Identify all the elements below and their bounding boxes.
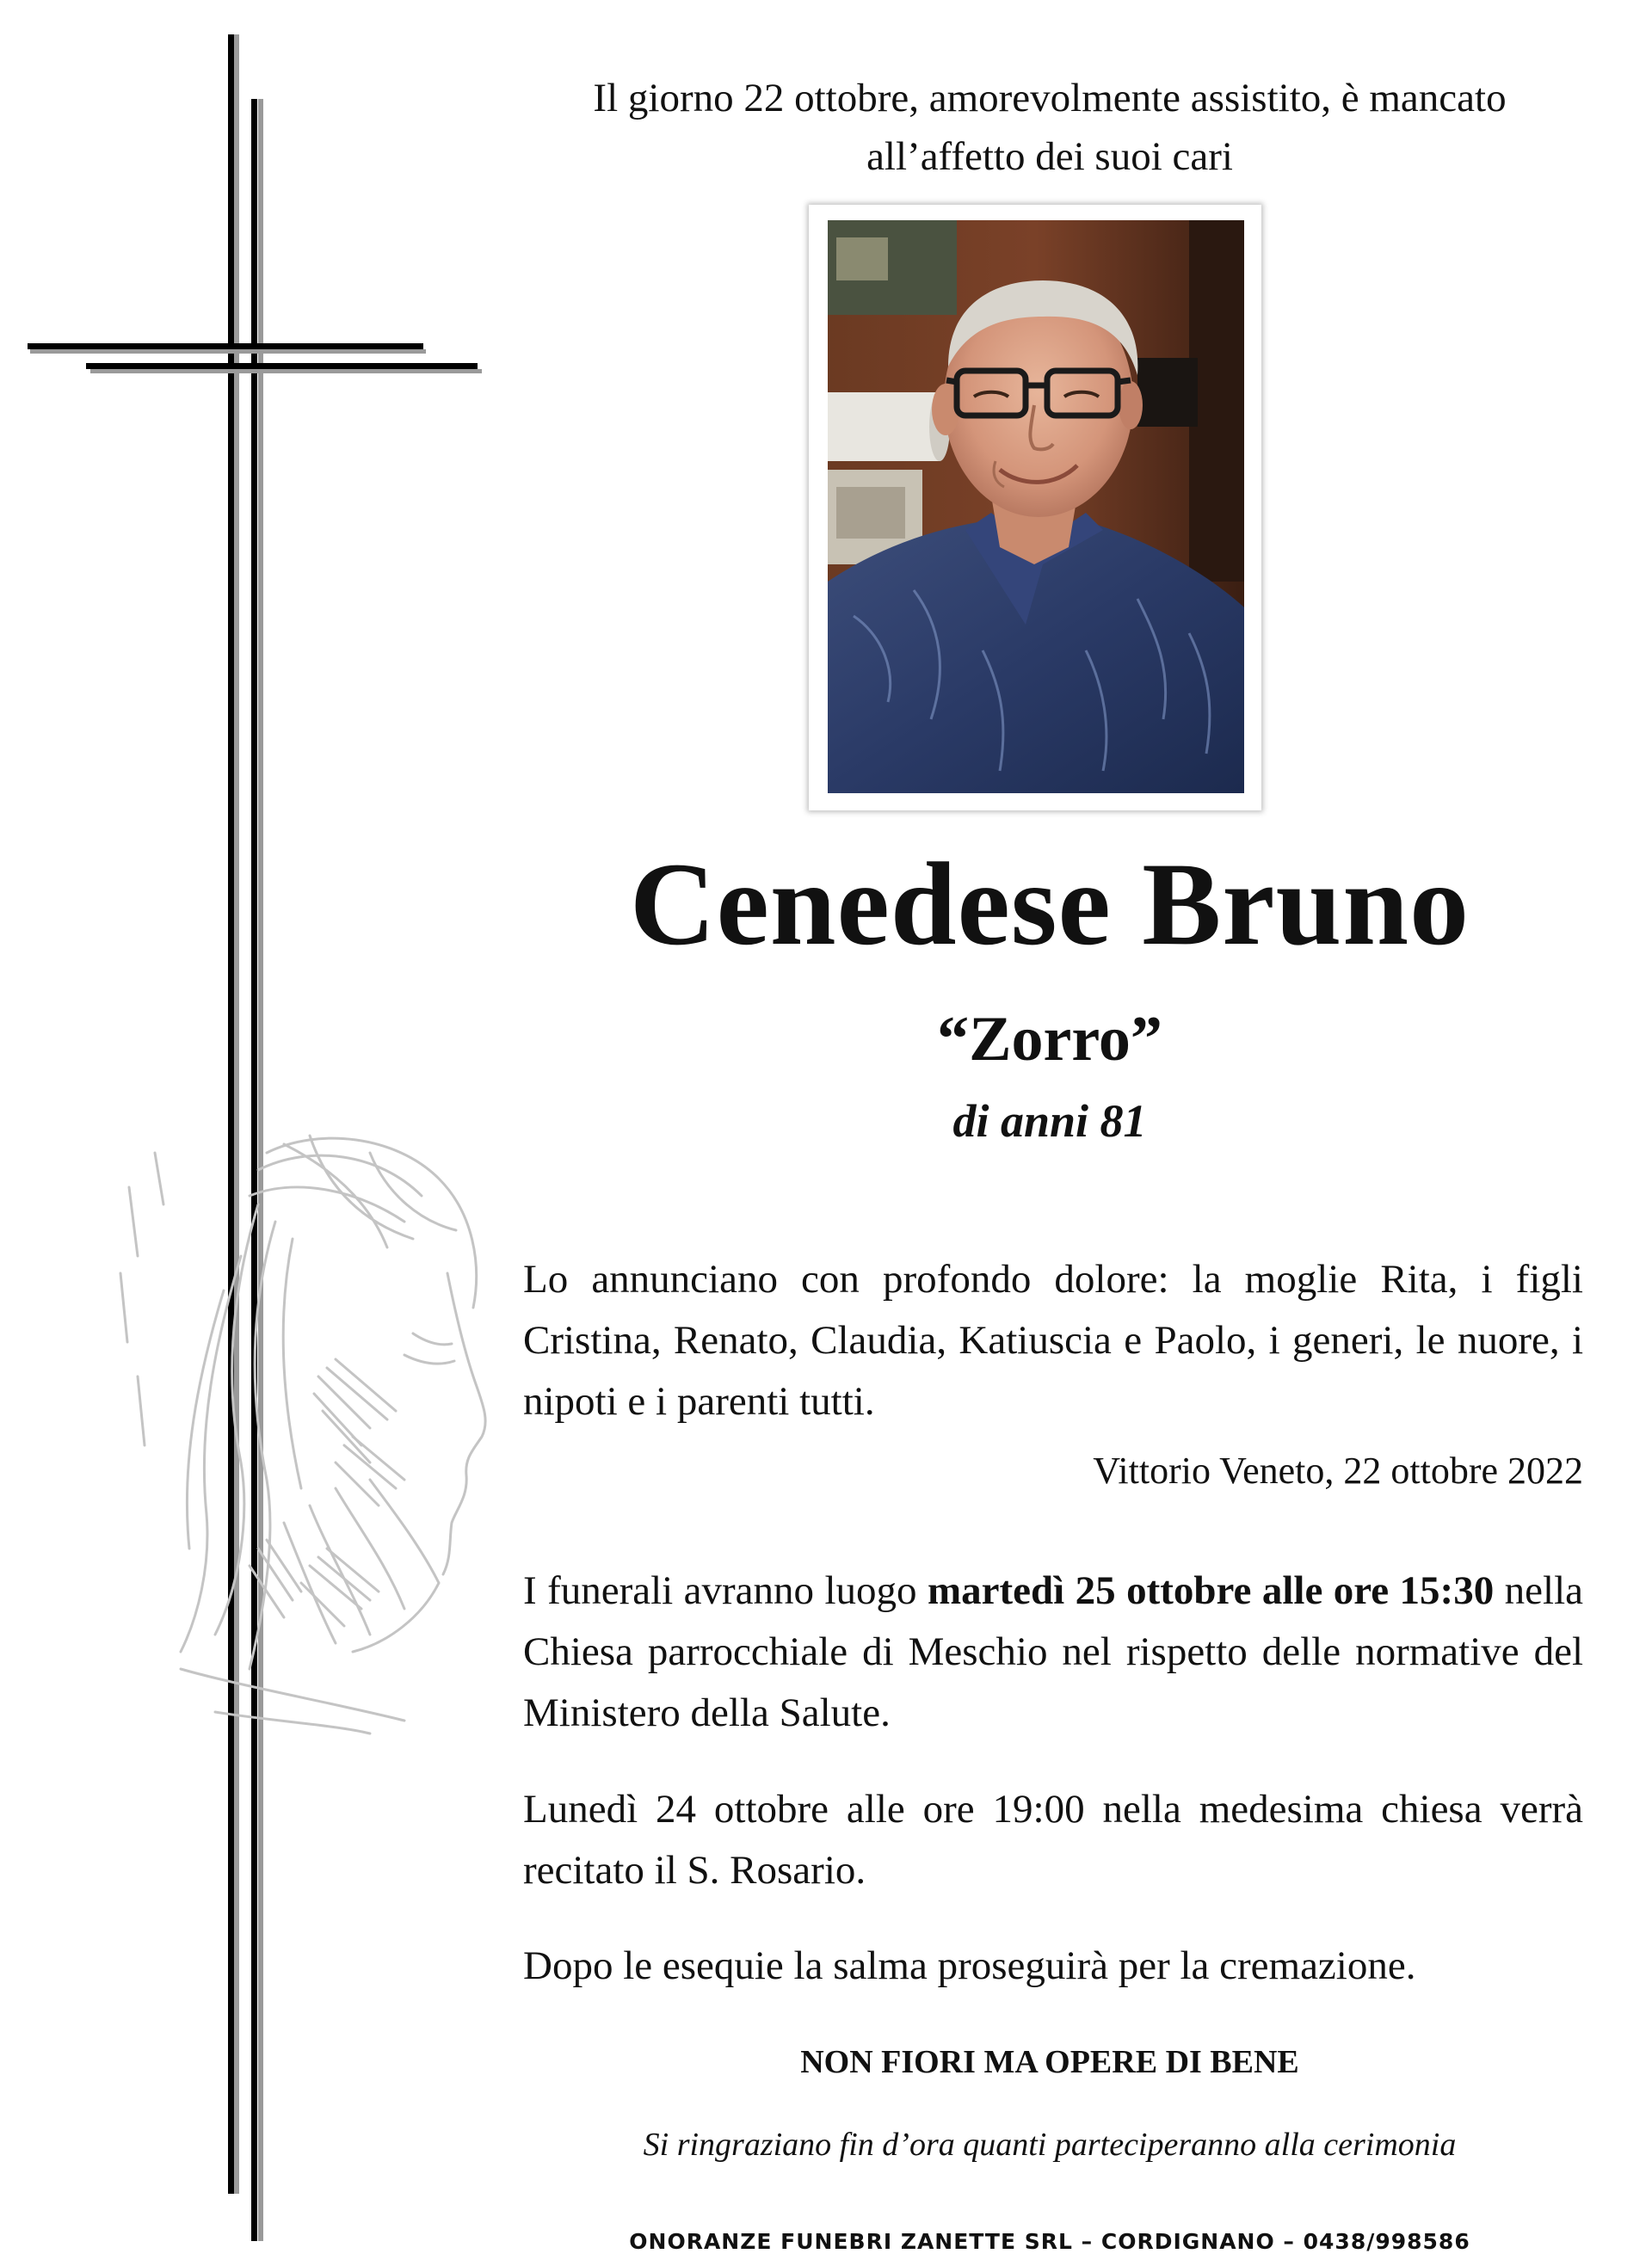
cremation-paragraph: Dopo le esequie la salma proseguirà per la cremazione. [523,1943,1416,1988]
portrait-frame [809,205,1261,810]
funeral-datetime: martedì 25 ottobre alle ore 15:30 [927,1568,1495,1613]
funeral-home-footer: ONORANZE FUNEBRI ZANETTE SRL – CORDIGNANO – 0438/998586 [629,2229,1470,2254]
jesus-sketch-icon [112,1118,508,1772]
rosary-paragraph: Lunedì 24 ottobre alle ore 19:00 nella medesima chiesa verrà recitato il S. Rosario. [523,1787,1583,1893]
non-fiori-notice: NON FIORI MA OPERE DI BENE [800,2044,1299,2080]
portrait-photo [828,220,1244,793]
place-date: Vittorio Veneto, 22 ottobre 2022 [1093,1450,1583,1492]
deceased-age: di anni 81 [952,1095,1147,1147]
deceased-name: Cenedese Bruno [629,838,1470,970]
announcement-paragraph: Lo annunciano con profondo dolore: la moglie Rita, i figli Cristina, Renato, Claudia, Katiuscia e Paolo, i generi, le nuore, i nipoti e i parenti tutti. [523,1257,1583,1424]
deceased-nickname: “Zorro” [937,1004,1162,1075]
intro-line-1: Il giorno 22 ottobre, amorevolmente assistito, è mancato [593,76,1507,120]
intro-line-2: all’affetto dei suoi cari [866,134,1233,179]
thanks-note: Si ringraziano fin d’ora quanti parteciperanno alla cerimonia [643,2127,1457,2163]
intro-text [516,69,1583,186]
funeral-paragraph [523,1561,1583,1744]
funeral-intro: I funerali avranno luogo [523,1568,928,1613]
funeral-details: nella Chiesa parrocchiale di Meschio nel rispetto delle normative del Ministero della Salute. [523,1568,1583,1735]
